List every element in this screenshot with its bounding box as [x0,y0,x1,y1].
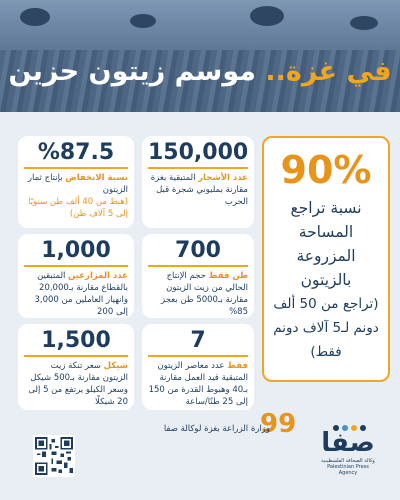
stat-card-yield-drop [18,136,134,228]
divider-line [24,355,128,357]
main-stat-text: نسبة تراجع المساحة المزروعة بالزيتون [290,199,362,289]
stat-note: (هبط من 40 ألف طن سنويًا إلى 5 آلاف طن) [28,197,128,219]
logo-subtitle-en: Palestinian Press Agency [327,464,369,476]
hero-banner [0,0,400,112]
tree-shape [130,14,156,28]
source-credit: وزارة الزراعة بغزة لوكالة صفا [163,424,270,434]
stat-value: 7 [190,328,206,353]
stat-description: عدد الأشجار المتبقية بغزة مقارنة بمليوني شجرة قبل الحرب [150,173,248,207]
divider-line [24,265,128,267]
tree-shape [20,8,50,26]
logo-subtitle-ar: وكالة الصحافة الفلسطينية [321,458,375,464]
qr-code-icon[interactable] [33,435,75,477]
stat-card-oil-price [18,324,134,410]
stat-description: شيكل سعر تنكة زيت الزيتون مقارنة بـ500 شيكل وسعر الكيلو يرتفع من 5 إلى 20 شيكلًا [28,361,128,407]
stat-card-trees [142,136,254,228]
stat-value: 1,000 [41,238,111,263]
main-stat-percent: 90% [280,148,372,192]
tree-shape [350,16,378,30]
stat-description: فقط عدد معاصر الزيتون المتبقية قيد العمل مقارنة بـ40 وهبوط القدرة من 150 إلى 25 طنًا/ساعة [148,361,248,407]
stat-value: %87.5 [37,140,115,165]
agency-logo [318,418,378,484]
stat-value: 700 [175,238,221,263]
logo-dots-icon [318,418,378,428]
divider-line [148,265,248,267]
stat-description: طن فقط حجم الإنتاج الحالي من زيت الزيتون مقارنة بـ5000 طن بعجز 85% [161,271,248,317]
tree-shape [250,6,284,26]
divider-line [148,355,248,357]
title-rest: موسم زيتون حزين [8,56,257,87]
stat-card-presses [142,324,254,410]
quote-mark-icon: 99 [260,409,297,439]
divider-line [148,167,248,169]
divider-line [24,167,128,169]
page-title [0,56,400,87]
main-stat-card [262,136,390,382]
stat-card-farmers [18,234,134,318]
stat-value: 1,500 [41,328,111,353]
stat-description: نسبة الانخفاض بإنتاج ثمار الزيتون [27,173,128,195]
title-highlight: في غزة.. [265,56,392,87]
stat-value: 150,000 [148,140,249,165]
main-stat-detail: (تراجع من 50 ألف دونم لـ5 آلاف دونم فقط) [273,296,379,360]
stat-card-oil-output [142,234,254,318]
stat-description: عدد المزارعين المتبقين بالقطاع مقارنة بـ20,000 وانهيار العاملين من 3,000 إلى 200 [34,271,128,317]
logo-mark: صفا [321,428,375,458]
